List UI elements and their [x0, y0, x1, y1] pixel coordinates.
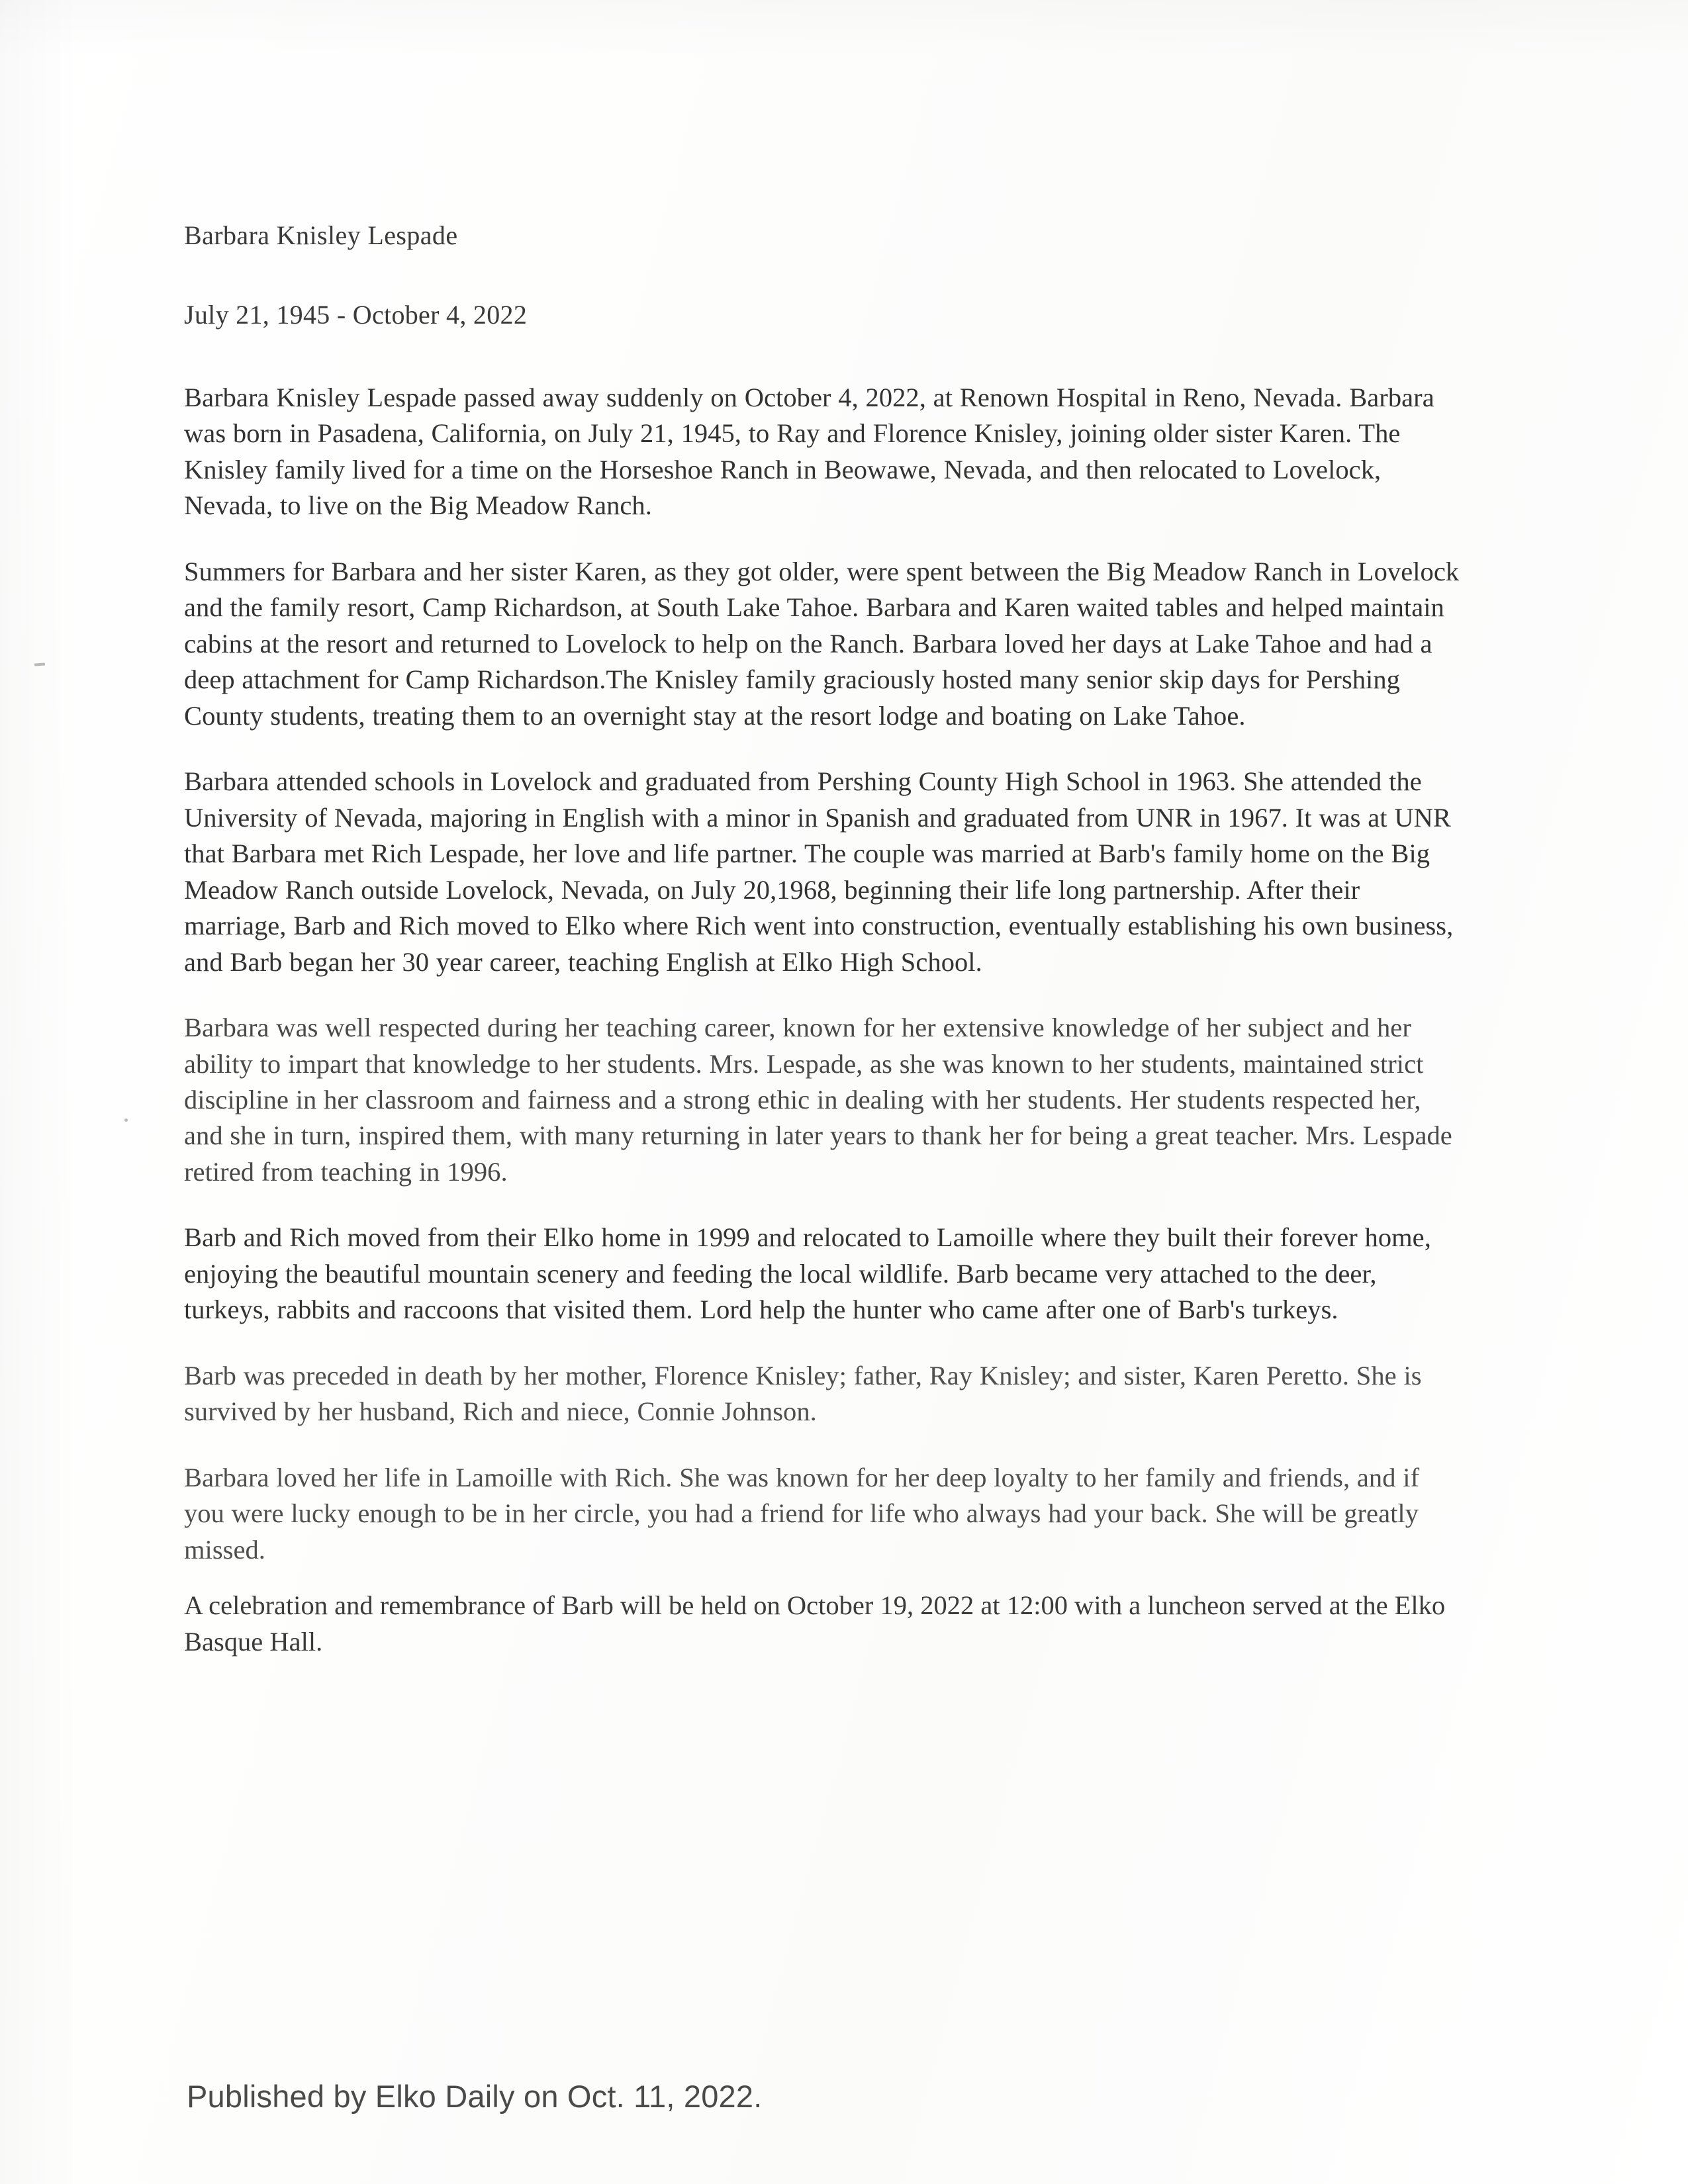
- service-announcement: A celebration and remembrance of Barb will be held on October 19, 2022 at 12:00 with a luncheon served at the Elko Basque Hall.: [184, 1590, 1446, 1657]
- obituary-paragraph-6: Barb was preceded in death by her mother, Florence Knisley; father, Ray Knisley; and sister, Karen Peretto. She is survived by her husband, Rich and niece, Connie Johnson.: [184, 1360, 1422, 1427]
- obituary-paragraph-4: Barbara was well respected during her teaching career, known for her extensive knowledge of her subject and her ability to impart that knowledge to her students. Mrs. Lespade, as she was known to her students, maintained strict discipline in her classroom and fairness and a strong ethic in dealing with her students. Her students respected her, and she in turn, inspired them, with many returning in later years to thank her for being a great teacher. Mrs. Lespade retired from teaching in 1996.: [184, 1013, 1452, 1187]
- obituary-paragraph-7: Barbara loved her life in Lamoille with Rich. She was known for her deep loyalty to her family and friends, and if you were lucky enough to be in her circle, you had a friend for life who always had your back. She will be greatly missed.: [184, 1462, 1420, 1565]
- obituary-paragraph-2: Summers for Barbara and her sister Karen, as they got older, were spent between the Big Meadow Ranch in Lovelock and the family resort, Camp Richardson, at South Lake Tahoe. Barbara and Karen waited tables and helped maintain cabins at the resort and returned to Lovelock to help on the Ranch. Barbara loved her days at Lake Tahoe and had a deep attachment for Camp Richardson.The Knisley family graciously hosted many senior skip days for Pershing County students, treating them to an overnight stay at the resort lodge and boating on Lake Tahoe.: [184, 556, 1460, 731]
- obituary-paragraph-5: Barb and Rich moved from their Elko home in 1999 and relocated to Lamoille where they built their forever home, enjoying the beautiful mountain scenery and feeding the local wildlife. Barb became very attached to the deer, turkeys, rabbits and raccoons that visited them. Lord help the hunter who came after one of Barb's turkeys.: [184, 1222, 1431, 1325]
- scan-edge-shading-top: [0, 0, 1688, 60]
- obituary-paragraph-1: Barbara Knisley Lespade passed away suddenly on October 4, 2022, at Renown Hospital in Reno, Nevada. Barbara was born in Pasadena, California, on July 21, 1945, to Ray and Florence Knisley, joining older sister Karen. The Knisley family lived for a time on the Horseshoe Ranch in Beowawe, Nevada, and then relocated to Lovelock, Nevada, to live on the Big Meadow Ranch.: [184, 383, 1434, 521]
- scan-artifact-mark: [34, 662, 45, 666]
- obituary-body: [184, 218, 1465, 1660]
- deceased-name: Barbara Knisley Lespade: [184, 220, 458, 250]
- scan-edge-shading-left: [0, 0, 79, 2184]
- scan-artifact-speck: [124, 1118, 128, 1122]
- publisher-attribution: Published by Elko Daily on Oct. 11, 2022.: [187, 2079, 763, 2114]
- life-dates: July 21, 1945 - October 4, 2022: [184, 300, 528, 330]
- obituary-paragraph-3: Barbara attended schools in Lovelock and graduated from Pershing County High School in 1963. She attended the University of Nevada, majoring in English with a minor in Spanish and graduated from UNR in 1967. It was at UNR that Barbara met Rich Lespade, her love and life partner. The couple was married at Barb's family home on the Big Meadow Ranch outside Lovelock, Nevada, on July 20,1968, beginning their life long partnership. After their marriage, Barb and Rich moved to Elko where Rich went into construction, eventually establishing his own business, and Barb began her 30 year career, teaching English at Elko High School.: [184, 766, 1454, 977]
